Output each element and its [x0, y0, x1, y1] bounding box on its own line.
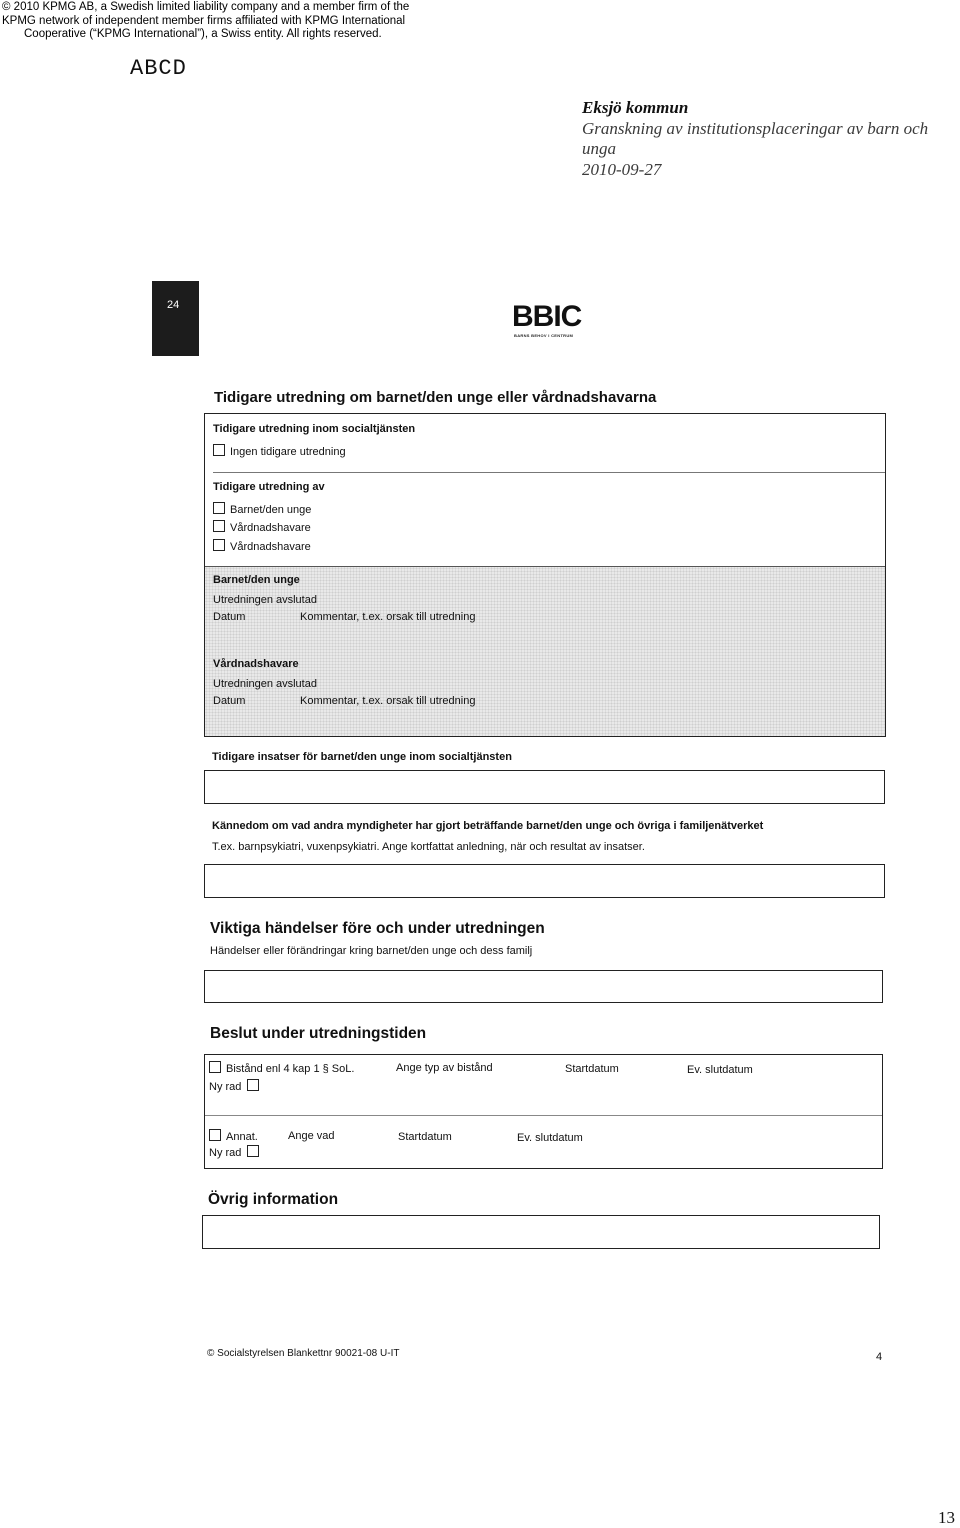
form-page-number: 4	[876, 1351, 883, 1363]
checkbox[interactable]	[213, 520, 225, 532]
previous-investigation-box	[204, 413, 886, 737]
comment-label: Kommentar, t.ex. orsak till utredning	[300, 611, 476, 623]
divider	[213, 472, 885, 473]
start-date-label: Startdatum	[565, 1063, 619, 1075]
type-label: Ange typ av bistånd	[396, 1062, 493, 1074]
report-date: 2010-09-27	[582, 160, 662, 179]
bbic-logo-subtitle: BARNS BEHOV I CENTRUM	[514, 333, 574, 338]
block-title: Barnet/den unge	[213, 574, 300, 586]
checkbox[interactable]	[213, 444, 225, 456]
page-label: 24	[167, 299, 180, 311]
main-heading: Tidigare utredning om barnet/den unge eller vårdnadshavarna	[214, 389, 657, 406]
decision-title: Beslut under utredningstiden	[210, 1025, 427, 1042]
checkbox-label: Vårdnadshavare	[230, 541, 311, 553]
page-number: 13	[938, 1508, 955, 1527]
checkbox[interactable]	[209, 1061, 221, 1073]
checkbox-row[interactable]	[209, 1061, 354, 1075]
checkbox-label: Annat.	[226, 1131, 258, 1143]
new-row-control[interactable]	[209, 1079, 264, 1093]
copyright-line: KPMG network of independent member firms affiliated with KPMG International	[2, 14, 406, 27]
checkbox-label: Bistånd enl 4 kap 1 § SoL.	[226, 1063, 355, 1075]
checkbox-row[interactable]	[213, 539, 311, 553]
checkbox[interactable]	[213, 539, 225, 551]
events-hint: Händelser eller förändringar kring barnet/den unge och dess familj	[210, 945, 533, 957]
form-footer: © Socialstyrelsen Blankettnr 90021-08 U-IT	[207, 1348, 400, 1359]
events-field[interactable]	[204, 970, 883, 1003]
checkbox-row[interactable]	[213, 444, 346, 458]
knowledge-title: Kännedom om vad andra myndigheter har gjort beträffande barnet/den unge och övriga i familjenätverket	[212, 820, 764, 832]
checkbox[interactable]	[209, 1129, 221, 1141]
knowledge-field[interactable]	[204, 864, 885, 898]
other-info-title: Övrig information	[208, 1191, 339, 1208]
type-label: Ange vad	[288, 1130, 335, 1142]
status-label: Utredningen avslutad	[213, 594, 317, 606]
other-info-field[interactable]	[202, 1215, 880, 1249]
knowledge-hint: T.ex. barnpsykiatri, vuxenpsykiatri. Ange kortfattat anledning, när och resultat av insatser.	[212, 841, 645, 853]
checkbox-row[interactable]	[209, 1129, 258, 1143]
report-title-line2: unga	[582, 139, 616, 158]
comment-label: Kommentar, t.ex. orsak till utredning	[300, 695, 476, 707]
checkbox-label: Barnet/den unge	[230, 504, 312, 516]
end-date-label: Ev. slutdatum	[517, 1132, 583, 1144]
copyright-line: © 2010 KPMG AB, a Swedish limited liability company and a member firm of the	[2, 1, 410, 13]
checkbox-label: Vårdnadshavare	[230, 522, 311, 534]
guardian-investigation-block	[205, 651, 885, 736]
checkbox-row[interactable]	[213, 520, 311, 534]
checkbox[interactable]	[213, 502, 225, 514]
status-label: Utredningen avslutad	[213, 678, 317, 690]
section-title: Tidigare utredning inom socialtjänsten	[213, 423, 416, 435]
municipality-name: Eksjö kommun	[582, 98, 689, 117]
new-row-label: Ny rad	[209, 1081, 242, 1093]
decision-box	[204, 1054, 883, 1169]
checkbox[interactable]	[247, 1145, 259, 1157]
previous-interventions-label: Tidigare insatser för barnet/den unge inom socialtjänsten	[212, 751, 512, 763]
company-logo: ABCD	[130, 56, 187, 81]
block-title: Vårdnadshavare	[213, 658, 299, 670]
checkbox-label: Ingen tidigare utredning	[230, 446, 346, 458]
checkbox[interactable]	[247, 1079, 259, 1091]
date-label: Datum	[213, 611, 246, 623]
start-date-label: Startdatum	[398, 1131, 452, 1143]
events-title: Viktiga händelser före och under utredningen	[210, 920, 545, 937]
previous-interventions-field[interactable]	[204, 770, 885, 804]
section-title: Tidigare utredning av	[213, 481, 325, 493]
bbic-logo: BBIC	[512, 300, 582, 333]
new-row-label: Ny rad	[209, 1147, 242, 1159]
new-row-control[interactable]	[209, 1145, 264, 1159]
report-title-line1: Granskning av institutionsplaceringar av barn och	[582, 119, 929, 138]
checkbox-row[interactable]	[213, 502, 311, 516]
copyright-notice	[2, 1, 409, 42]
copyright-line: Cooperative (“KPMG International”), a Swiss entity. All rights reserved.	[24, 28, 382, 40]
page-label-box	[152, 281, 199, 356]
date-label: Datum	[213, 695, 246, 707]
end-date-label: Ev. slutdatum	[687, 1064, 753, 1076]
child-investigation-block	[205, 566, 885, 653]
divider	[205, 1115, 882, 1116]
